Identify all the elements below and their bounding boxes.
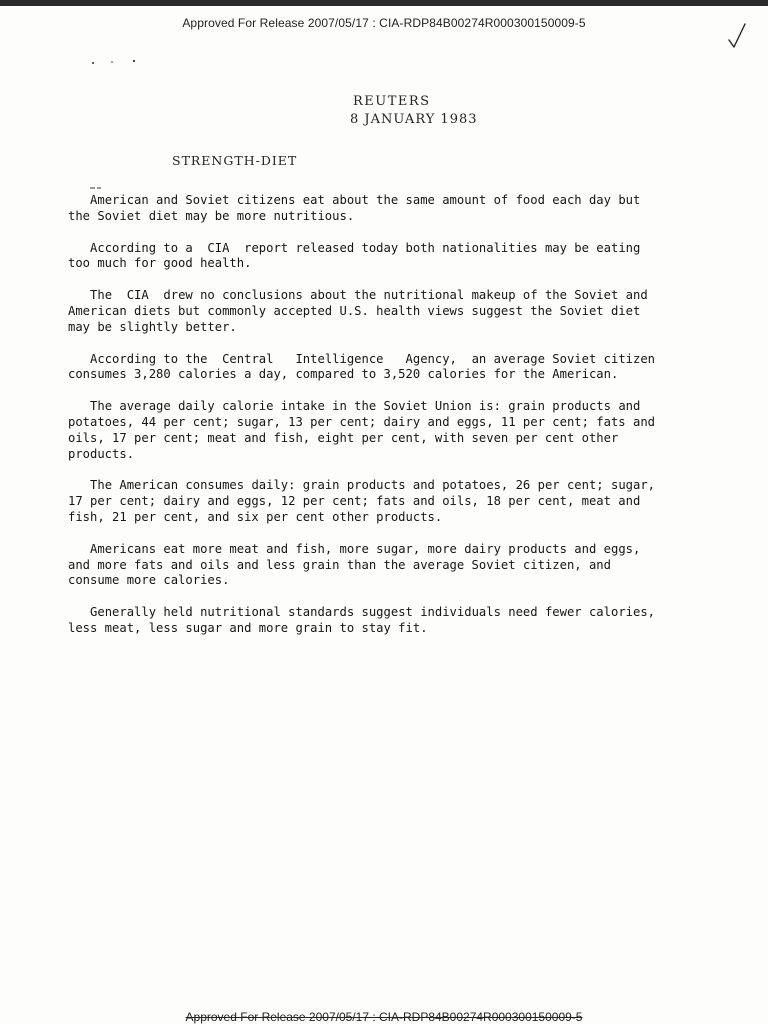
story-slug: STRENGTH-DIET [172,153,298,168]
scan-dash-mark [89,186,103,190]
paragraph-3: The CIA drew no conclusions about the nutritional makeup of the Soviet and American diets but commonly accepted U.S. health views suggest the Soviet diet may be slightly better. [68,288,648,334]
paragraph-1: American and Soviet citizens eat about the same amount of food each day but the Soviet diet may be more nutritious. [68,193,641,223]
paragraph-6: The American consumes daily: grain products and potatoes, 26 per cent; sugar, 17 per cent; dairy and eggs, 12 per cent; fats and oils, 18 per cent, meat and fish, 21 per cent, and six per cent other products. [68,478,656,524]
scan-top-edge [0,0,768,6]
article-body [68,193,718,653]
paragraph-4: According to the Central Intelligence Agency, an average Soviet citizen consumes 3,280 calories a day, compared to 3,520 calories for the American. [68,351,656,382]
check-mark-icon [726,20,748,50]
scan-specks [90,58,140,66]
paragraph-2: According to a CIA report released today both nationalities may be eating too much for good health. [68,240,641,271]
release-footer-text: Approved For Release 2007/05/17 : CIA-RDP84B00274R000300150009-5 [185,1010,583,1024]
release-footer [0,1010,768,1024]
dateline: 8 JANUARY 1983 [350,112,478,127]
release-header: Approved For Release 2007/05/17 : CIA-RDP84B00274R000300150009-5 [182,16,586,30]
news-source: REUTERS [353,94,431,109]
paragraph-7: Americans eat more meat and fish, more sugar, more dairy products and eggs, and more fats and oils and less grain than the average Soviet citizen, and consume more calories. [68,541,641,588]
paragraph-5: The average daily calorie intake in the Soviet Union is: grain products and potatoes, 44 per cent; sugar, 13 per cent; dairy and eggs, 11 per cent; fats and oils, 17 per cent; meat and fish, eight per cent, with seven per cent other products. [68,399,655,461]
paragraph-8: Generally held nutritional standards suggest individuals need fewer calories, less meat, less sugar and more grain to stay fit. [68,605,656,635]
